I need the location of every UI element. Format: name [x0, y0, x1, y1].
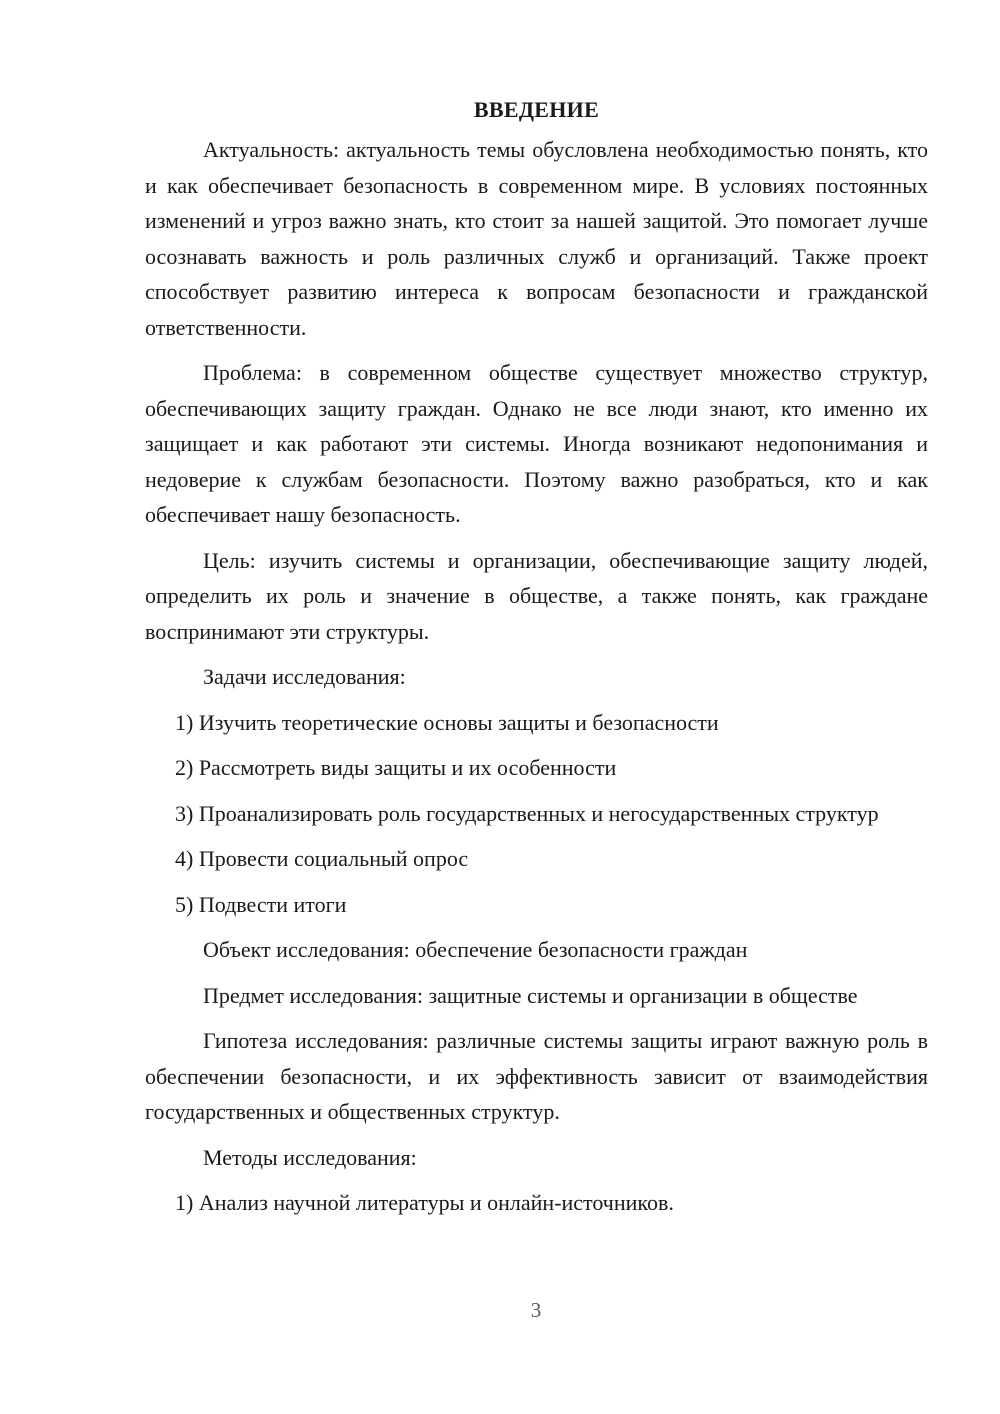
subject-paragraph: Предмет исследования: защитные системы и организации в обществе [203, 982, 858, 1008]
task-item: 2) Рассмотреть виды защиты и их особенности [175, 755, 617, 780]
hypothesis-paragraph: Гипотеза исследования: различные системы защиты играют важную роль в обеспечении безопасности, и их эффективность зависит от взаимодействия государственных и общественных структур. [145, 1028, 928, 1124]
task-item: 1) Изучить теоретические основы защиты и безопасности [175, 709, 719, 735]
task-item: 4) Провести социальный опрос [175, 846, 469, 871]
tasks-heading: Задачи исследования: [203, 664, 406, 689]
goal-paragraph: Цель: изучить системы и организации, обеспечивающие защиту людей, определить их роль и значение в обществе, а также понять, как граждане воспринимают эти структуры. [145, 547, 928, 644]
relevance-paragraph: Актуальность: актуальность темы обусловлена необходимостью понять, кто и как обеспечивает безопасность в современном мире. В условиях постоянных изменений и угроз важно знать, кто стоит за нашей защитой. Это помогает лучше осознавать важность и роль различных служб и организаций. Также проект способствует развитию интереса к вопросам безопасности и гражданской ответственности. [145, 137, 928, 340]
page-title: ВВЕДЕНИЕ [473, 97, 600, 122]
problem-paragraph: Проблема: в современном обществе существует множество структур, обеспечивающих защиту граждан. Однако не все люди знают, кто именно их защищает и как работают эти системы. Иногда возникают недопонимания и недоверие к службам безопасности. Поэтому важно разобраться, кто и как обеспечивает нашу безопасность. [145, 360, 928, 527]
method-item: 1) Анализ научной литературы и онлайн-источников. [175, 1190, 674, 1215]
task-item: 5) Подвести итоги [175, 891, 347, 917]
task-item: 3) Проанализировать роль государственных и негосударственных структур [175, 800, 879, 826]
document-page [145, 88, 928, 1231]
object-paragraph: Объект исследования: обеспечение безопасности граждан [203, 937, 748, 962]
page-number: 3 [530, 1298, 542, 1322]
methods-heading: Методы исследования: [203, 1144, 417, 1170]
